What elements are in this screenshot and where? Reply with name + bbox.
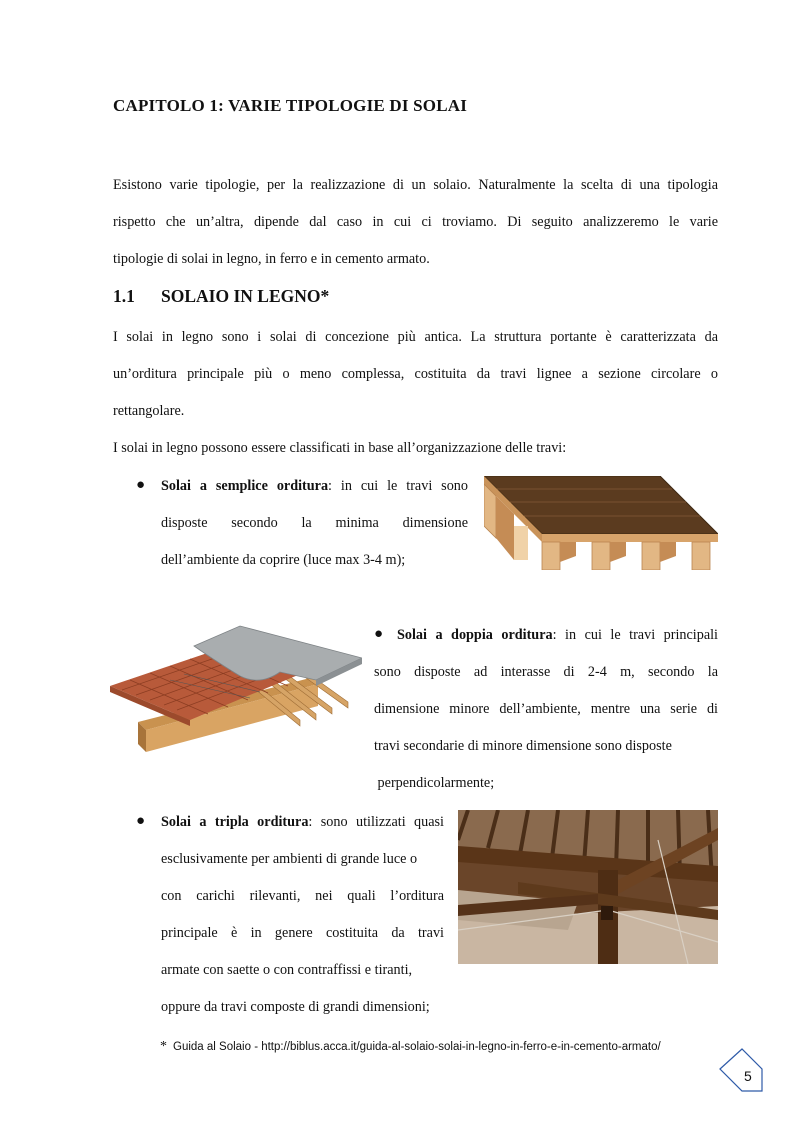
bullet-marker: ●	[374, 626, 384, 642]
footnote-mark: *	[160, 1039, 167, 1054]
bullet-line: armate con saette o con contraffissi e tiranti,	[161, 962, 413, 978]
bullet-line: principale è in genere costituita da travi	[161, 925, 444, 941]
bullet-line: esclusivamente per ambienti di grande luce o	[161, 851, 418, 867]
bullet-marker: ●	[136, 477, 146, 493]
bullet-line: perpendicolarmente;	[374, 775, 495, 791]
bullet-bold: Solai a doppia orditura	[397, 627, 553, 643]
intro-line: tipologie di solai in legno, in ferro e in cemento armato.	[113, 251, 430, 267]
bullet-line: con carichi rilevanti, nei quali l’orditura	[161, 888, 444, 904]
section-number: 1.1	[113, 286, 135, 306]
bullet-tripla	[161, 804, 444, 1026]
section-line: I solai in legno sono i solai di concezione più antica. La struttura portante è caratterizzata da	[113, 329, 718, 345]
bullet-line: disposte secondo la minima dimensione	[161, 515, 468, 531]
bullet-line: : in cui le travi sono	[328, 478, 468, 494]
bullet-bold: Solai a semplice orditura	[161, 478, 329, 494]
intro-paragraph	[113, 167, 718, 278]
double-joist-floor-image	[110, 624, 362, 756]
bullet-semplice	[161, 468, 468, 579]
section-line: un’orditura principale più o meno complessa, costituita da travi lignee a sezione circolare o	[113, 366, 718, 382]
simple-joist-floor-image	[484, 476, 718, 570]
section-line: rettangolare.	[113, 403, 185, 419]
bullet-doppia	[374, 617, 718, 802]
section-line: I solai in legno possono essere classificati in base all’organizzazione delle travi:	[113, 440, 567, 456]
bullet-line: travi secondarie di minore dimensione sono disposte	[374, 738, 672, 754]
footnote	[160, 1039, 661, 1055]
intro-line: Esistono varie tipologie, per la realizzazione di un solaio. Naturalmente la scelta di una tipologia	[113, 177, 718, 193]
page-number: 5	[744, 1068, 752, 1084]
bullet-line: : in cui le travi principali	[552, 627, 718, 643]
page-number-diamond-icon	[718, 1047, 764, 1093]
bullet-line: : sono utilizzati quasi	[308, 814, 444, 830]
chapter-title: CAPITOLO 1: VARIE TIPOLOGIE DI SOLAI	[113, 96, 468, 115]
bullet-line: dell’ambiente da coprire (luce max 3-4 m);	[161, 552, 406, 568]
intro-line: rispetto che un’altra, dipende dal caso in cui ci troviamo. Di seguito analizzeremo le varie	[113, 214, 718, 230]
bullet-line: dimensione minore dell’ambiente, mentre una serie di	[374, 701, 718, 717]
section-title: SOLAIO IN LEGNO*	[161, 286, 330, 306]
page-number-badge	[718, 1047, 762, 1091]
bullet-marker: ●	[136, 813, 146, 829]
bullet-bold: Solai a tripla orditura	[161, 814, 309, 830]
footnote-text: Guida al Solaio - http://biblus.acca.it/guida-al-solaio-solai-in-legno-in-ferro-e-in-cemento-armato/	[173, 1041, 661, 1053]
bullet-line: oppure da travi composte di grandi dimensioni;	[161, 999, 430, 1015]
section-heading	[113, 286, 329, 307]
triple-joist-ceiling-photo	[458, 810, 718, 964]
bullet-line: sono disposte ad interasse di 2-4 m, secondo la	[374, 664, 718, 680]
section-paragraph	[113, 319, 718, 430]
